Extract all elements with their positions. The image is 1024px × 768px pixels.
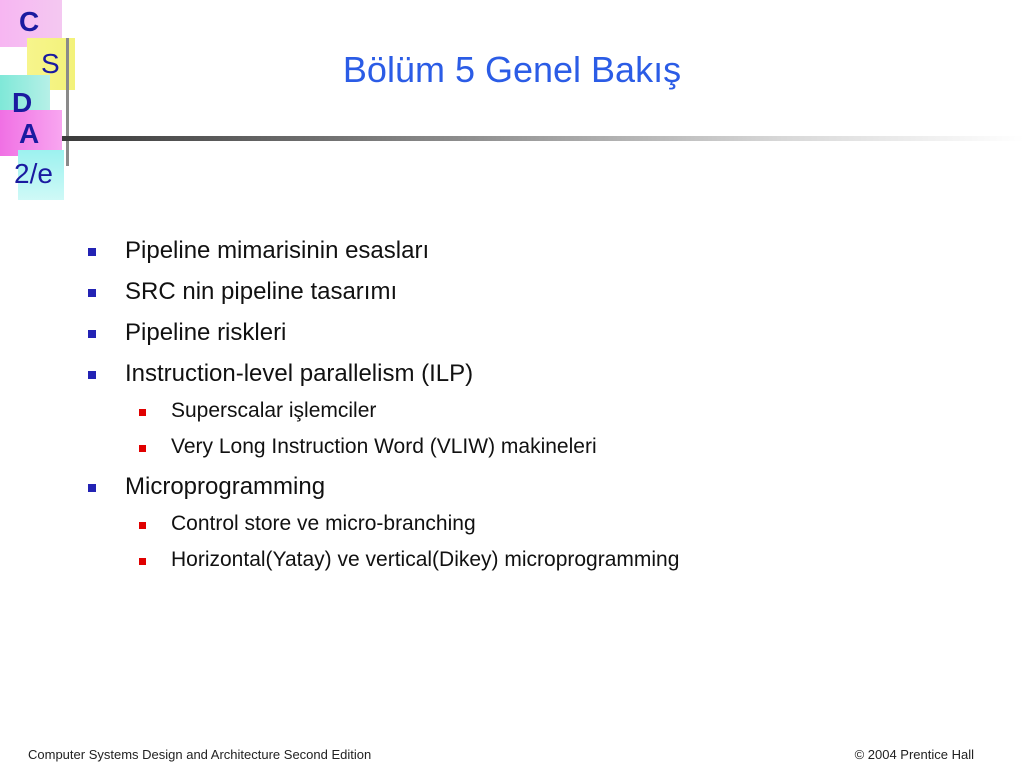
sub-list-item — [134, 511, 988, 537]
list-item — [88, 472, 988, 502]
list-item-label: Pipeline mimarisinin esasları — [125, 237, 430, 264]
logo-letter-s: S — [41, 48, 60, 79]
footer-book-title: Computer Systems Design and Architecture Second Edition — [28, 747, 372, 762]
square-bullet-icon — [88, 371, 96, 379]
list-item-label: Instruction-level parallelism (ILP) — [125, 360, 474, 387]
list-item — [88, 359, 988, 389]
list-item — [88, 236, 988, 266]
bullet-list — [88, 236, 988, 585]
square-bullet-icon — [88, 289, 96, 297]
list-item — [88, 277, 988, 307]
slide-title: Bölüm 5 Genel Bakış — [342, 49, 682, 90]
logo-edition: 2/e — [14, 158, 53, 189]
red-square-bullet-icon — [139, 445, 146, 452]
csda-logo — [0, 0, 80, 205]
red-square-bullet-icon — [139, 558, 146, 565]
sub-list-item-label: Horizontal(Yatay) ve vertical(Dikey) microprogramming — [171, 548, 680, 571]
footer-copyright: © 2004 Prentice Hall — [854, 747, 974, 762]
square-bullet-icon — [88, 248, 96, 256]
sub-list-item — [134, 434, 988, 460]
square-bullet-icon — [88, 484, 96, 492]
logo-letter-c: C — [19, 6, 40, 37]
square-bullet-icon — [88, 330, 96, 338]
logo-letter-a: A — [19, 118, 40, 149]
sub-list-item — [134, 547, 988, 573]
logo-letter-d: D — [12, 87, 33, 118]
list-item-label: SRC nin pipeline tasarımı — [125, 278, 398, 305]
list-item-label: Pipeline riskleri — [125, 319, 287, 346]
logo-divider — [66, 38, 69, 166]
red-square-bullet-icon — [139, 522, 146, 529]
red-square-bullet-icon — [139, 409, 146, 416]
list-item-label: Microprogramming — [125, 473, 326, 500]
sub-list-item-label: Control store ve micro-branching — [171, 512, 476, 535]
sub-list-item-label: Superscalar işlemciler — [171, 399, 377, 422]
list-item — [88, 318, 988, 348]
title-divider — [62, 136, 1024, 141]
sub-list-item — [134, 398, 988, 424]
sub-list-item-label: Very Long Instruction Word (VLIW) makineleri — [171, 435, 597, 458]
